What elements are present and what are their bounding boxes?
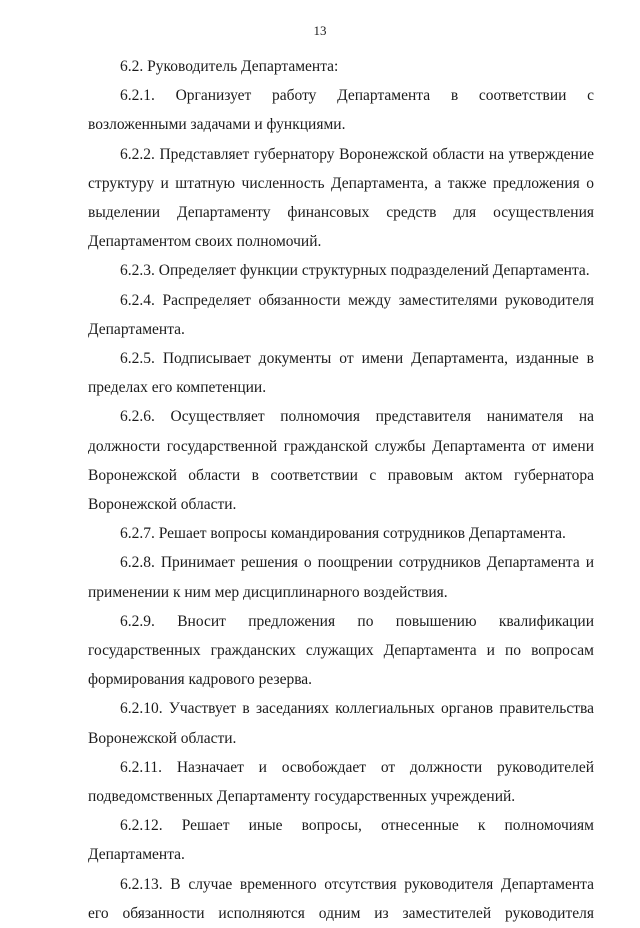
paragraph-6-2-2: 6.2.2. Представляет губернатору Воронежской области на утверждение структуру и штатную численность Департамента, а также предложения о выделении Департаменту финансовых средств для осуществления Департаментом своих полномочий. [88,145,594,251]
paragraph-6-2-8: 6.2.8. Принимает решения о поощрении сотрудников Департамента и применении к ним мер дисциплинарного воздействия. [88,554,594,601]
paragraph-6-2-6: 6.2.6. Осуществляет полномочия представителя нанимателя на должности государственной гражданской службы Департамента от имени Воронежской области в соответствии с правовым актом губернатора Воронежской области. [88,408,594,514]
page-number: 13 [313,23,327,38]
paragraph-6-2-4: 6.2.4. Распределяет обязанности между заместителями руководителя Департамента. [88,291,594,338]
paragraph-6-2-11: 6.2.11. Назначает и освобождает от должности руководителей подведомственных Департаменту государственных учреждений. [88,758,594,806]
paragraph-6-2-1: 6.2.1. Организует работу Департамента в соответствии с возложенными задачами и функциями. [88,87,594,134]
paragraph-6-2-3: 6.2.3. Определяет функции структурных подразделений Департамента. [120,262,590,280]
paragraph-6-2: 6.2. Руководитель Департамента: [120,58,339,75]
paragraph-6-2-10: 6.2.10. Участвует в заседаниях коллегиальных органов правительства Воронежской области. [88,700,594,747]
paragraph-6-2-13: 6.2.13. В случае временного отсутствия руководителя Департамента его обязанности исполняются одним из заместителей руководителя [88,875,594,922]
page-text [88,52,594,928]
paragraph-6-2-12: 6.2.12. Решает иные вопросы, отнесенные к полномочиям Департамента. [88,817,594,864]
paragraph-6-2-9: 6.2.9. Вносит предложения по повышению квалификации государственных гражданских служащих Департамента и по вопросам формирования кадрового резерва. [88,612,594,689]
paragraph-6-2-7: 6.2.7. Решает вопросы командирования сотрудников Департамента. [120,525,566,543]
paragraph-6-2-5: 6.2.5. Подписывает документы от имени Департамента, изданные в пределах его компетенции. [88,350,594,397]
